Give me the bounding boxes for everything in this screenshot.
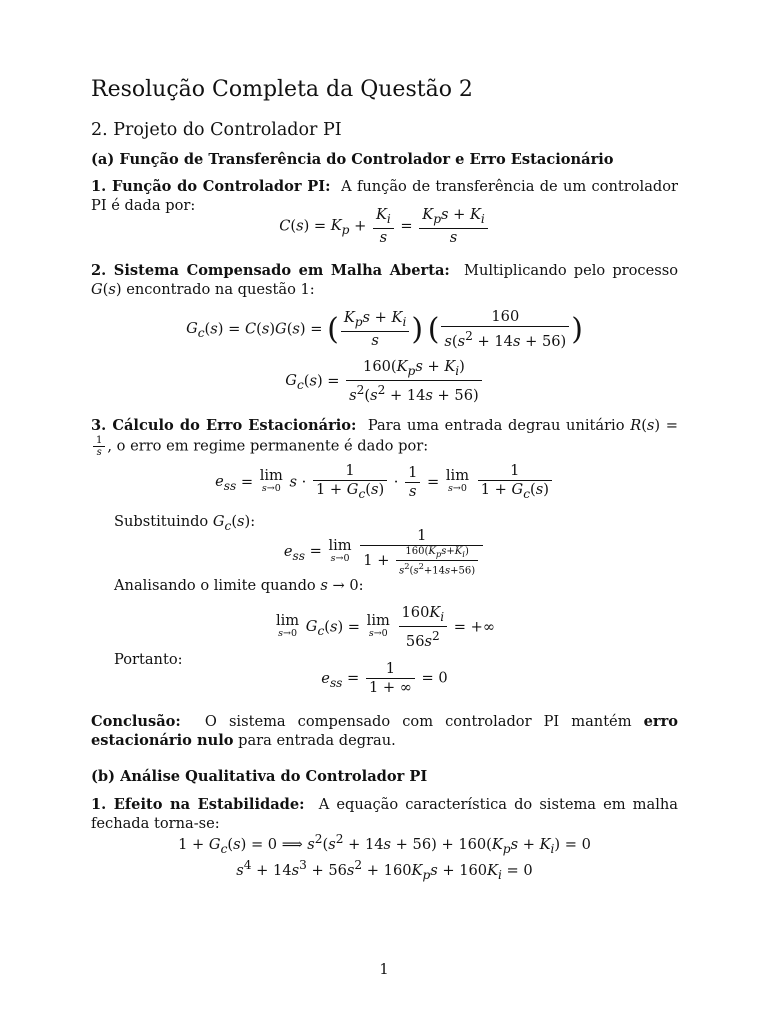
page-title: Resolução Completa da Questão 2 [91, 77, 473, 102]
item2-label: 2. Sistema Compensado em Malha Aberta: [91, 262, 450, 279]
item3-text-after: , o erro em regime permanente é dado por: [107, 437, 429, 455]
equation-characteristic-2: $s^4 + 14s^3 + 56s^2 + 160K_ps + 160K_i = 0$ [236, 858, 533, 882]
analisando-text: Analisando o limite quando [114, 577, 316, 594]
equation-steady-state-error: $e_{ss}$ = lim s→0 s · $\frac{1}{1 + G_c(s)}$ · $\frac{1}{s}$ = lim s→0 $\frac{1}{1 + G_c(s)}$ [91, 462, 678, 503]
item1-text: A função de transferência de um controlador PI é dada por: [91, 178, 678, 214]
subsection-b-heading: (b) Análise Qualitativa do Controlador PI [91, 768, 428, 785]
paragraph-conclusao [91, 712, 678, 750]
substituindo-text: Substituindo [114, 513, 209, 530]
section-heading: 2. Projeto do Controlador PI [91, 120, 342, 140]
equation-final-error: $e_{ss}$ = $\frac{1}{1 + \infty}$ = 0 [321, 660, 448, 696]
equation-limit-gc: lim s→0 $G_c(s)$ = lim s→0 $\frac{160K_i}{56s^2}$ = +∞ [275, 604, 496, 650]
equation-substituted-error: $e_{ss}$ = lim s→0 1 1 + $\frac{160(K_ps+K_i)}{s^2(s^2+14s+56)}$ [91, 527, 678, 576]
paragraph-substituindo: Substituindo $G_c(s)$: [114, 513, 256, 533]
paragraph-portanto: Portanto: [114, 651, 183, 668]
item1-label: 1. Função do Controlador PI: [91, 178, 331, 195]
page-number: 1 [379, 961, 389, 978]
item-b1-label: 1. Efeito na Estabilidade: [91, 796, 305, 813]
item3-text-before: Para uma entrada degrau unitário [367, 417, 625, 434]
conclusao-text-before: O sistema compensado com controlador PI mantém [204, 713, 632, 730]
item2-text-before: Multiplicando pelo processo [464, 262, 678, 279]
paragraph-item2: 2. Sistema Compensado em Malha Aberta: Multiplicando pelo processo G(s) encontrado na questão 1: [91, 262, 678, 298]
equation-open-loop-1: $G_c(s) = C(s)G(s)$ = ( $\frac{K_ps + K_i}{s}$ ) ( $\frac{160}{s(s^2 + 14s + 56)}$ ) [186, 308, 583, 350]
conclusao-label: Conclusão: [91, 713, 181, 730]
paragraph-item3: 3. Cálculo do Erro Estacionário: Para uma entrada degrau unitário R(s) = $\frac{1}{s}$ , o erro em regime permanente é dado por: [91, 417, 679, 458]
equation-open-loop-2: $G_c(s)$ = $\frac{160(K_ps + K_i)}{s^2(s^2 + 14s + 56)}$ [91, 358, 678, 405]
item-b1-text: A equação característica do sistema em malha fechada torna-se: [91, 796, 678, 832]
item3-label: 3. Cálculo do Erro Estacionário: [91, 417, 357, 434]
subsection-a-heading: (a) Função de Transferência do Controlador e Erro Estacionário [91, 151, 614, 168]
equation-controller-tf: $C(s) = K_p$ + $\frac{K_i}{s}$ = $\frac{K_ps + K_i}{s}$ [91, 206, 678, 247]
paragraph-item-b1 [91, 795, 678, 833]
conclusao-emphasis: erro estacionário nulo [91, 713, 678, 749]
item2-text-after: encontrado na questão 1: [126, 281, 315, 298]
paragraph-analisando: Analisando o limite quando s → 0: [114, 577, 364, 594]
equation-characteristic-1: $1 + G_c(s) = 0$ ⟹ $s^2(s^2 + 14s + 56) + 160(K_ps + K_i) = 0$ [178, 832, 591, 856]
conclusao-text-after: para entrada degrau. [238, 732, 396, 749]
